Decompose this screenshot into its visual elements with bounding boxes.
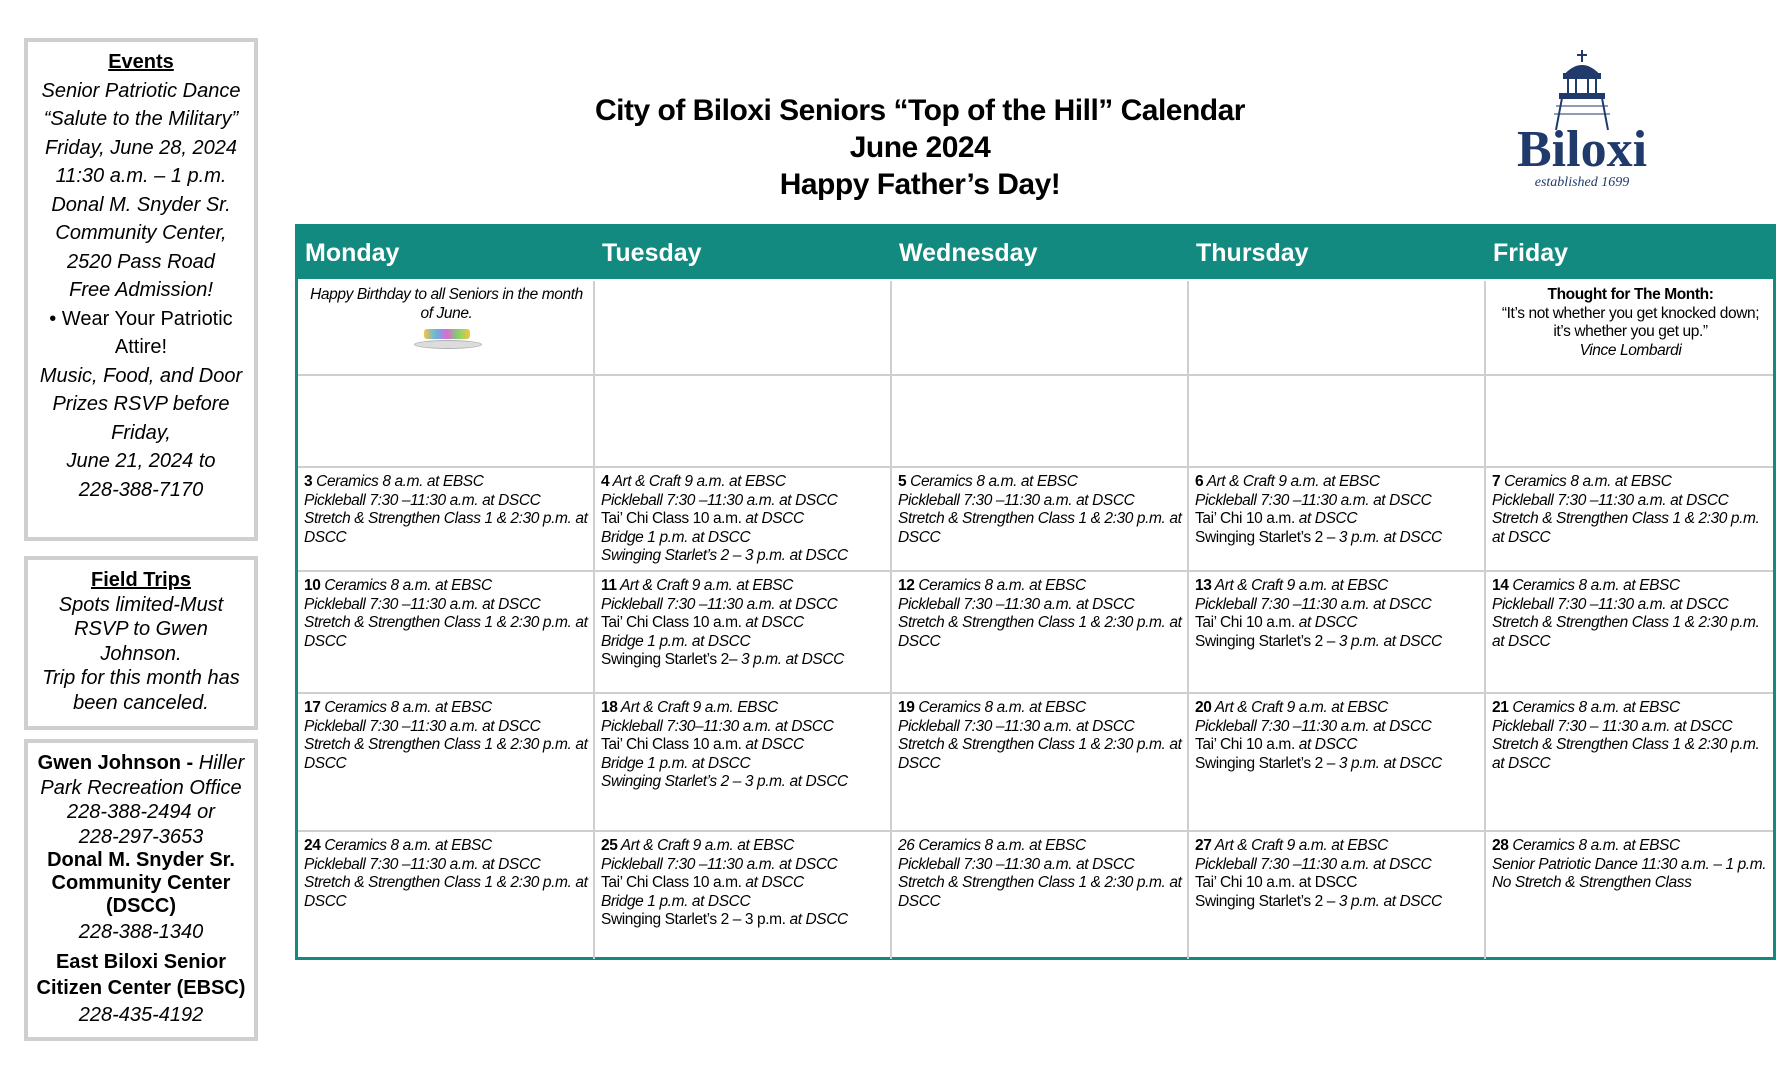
day-cell: [892, 694, 1189, 830]
day-number: 17: [304, 699, 321, 716]
events-line: • Wear Your Patriotic Attire!: [49, 307, 233, 358]
contact-gwen: [32, 751, 250, 800]
day-header-monday: Monday: [305, 239, 400, 267]
day-cell: [298, 468, 595, 570]
birthday-cell: [298, 281, 595, 374]
day-cell: [1486, 694, 1773, 830]
day-number: 24: [304, 837, 321, 854]
calendar-header: [298, 227, 1773, 279]
day-number: 27: [1195, 837, 1212, 854]
logo-tagline: established 1699: [1534, 175, 1630, 190]
activity: Ceramics 8 a.m. at EBSC: [918, 837, 1086, 854]
day-header-wednesday: Wednesday: [899, 239, 1038, 267]
activity: Stretch & Strengthen Class 1 & 2:30 p.m. at DSCC: [898, 510, 1182, 546]
events-line: 228-388-7170: [78, 478, 204, 501]
field-trips-line: Trip for this month has been canceled.: [42, 667, 240, 714]
title-line: June 2024: [849, 131, 991, 164]
activity: Pickleball 7:30 –11:30 a.m. at DSCC: [304, 491, 541, 509]
activity: Pickleball 7:30–11:30 a.m. at DSCC: [601, 717, 834, 735]
activity: Tai’ Chi Class 10 a.m.: [601, 736, 746, 753]
day-cell: [595, 694, 892, 830]
day-cell: [1189, 572, 1486, 692]
activity: at DSCC: [745, 874, 804, 891]
activity: Pickleball 7:30 –11:30 a.m. at DSCC: [1195, 855, 1432, 873]
logo-name: Biloxi: [1516, 121, 1648, 178]
calendar-row: [298, 374, 1773, 466]
day-number: 28: [1492, 837, 1509, 854]
activity: Pickleball 7:30 – 11:30 a.m. at DSCC: [1492, 717, 1733, 735]
day-number: 14: [1492, 577, 1509, 594]
contact-gwen-name: Gwen Johnson -: [37, 752, 199, 774]
activity: Tai’ Chi Class 10 a.m.: [601, 510, 746, 527]
day-number: 12: [898, 577, 915, 594]
activity: Stretch & Strengthen Class 1 & 2:30 p.m. at DSCC: [304, 736, 588, 772]
activity: at DSCC: [789, 773, 848, 790]
activity: Swinging Starlet’s 2 – 3 p.m.: [601, 547, 790, 564]
activity: Pickleball 7:30 –11:30 a.m. at DSCC: [898, 717, 1135, 735]
activity: Stretch & Strengthen Class 1 & 2:30 p.m. at DSCC: [1492, 614, 1760, 650]
activity: Ceramics 8 a.m. at EBSC: [918, 577, 1086, 594]
day-cell: [1486, 832, 1773, 959]
calendar-row: [298, 830, 1773, 959]
birthday-text: Happy Birthday to all Seniors in the month of June.: [310, 286, 583, 322]
day-number: 3: [304, 473, 313, 490]
activity: Swinging Starlet’s 2 –: [1195, 892, 1339, 910]
activity: Pickleball 7:30 –11:30 a.m. at DSCC: [1195, 717, 1432, 735]
field-trips-box: [24, 556, 258, 730]
events-line: Donal M. Snyder Sr. Community Center,: [51, 193, 231, 244]
cake-icon: [414, 327, 480, 349]
day-number: 5: [898, 473, 907, 490]
activity: Ceramics 8 a.m. at EBSC: [316, 473, 484, 490]
day-header-tuesday: Tuesday: [602, 239, 702, 267]
activity: Stretch & Strengthen Class 1 & 2:30 p.m. at DSCC: [304, 614, 588, 650]
day-cell: [298, 572, 595, 692]
events-line: Friday, June 28, 2024: [45, 136, 237, 159]
activity: Stretch & Strengthen Class 1 & 2:30 p.m. at DSCC: [304, 874, 588, 910]
calendar-cell: [892, 376, 1189, 466]
activity: Art & Craft 9 a.m. at EBSC: [619, 577, 794, 594]
activity: Swinging Starlet’s 2 – 3 p.m.: [601, 911, 790, 928]
calendar-row: [298, 692, 1773, 830]
calendar-cell: [1189, 281, 1486, 374]
day-cell: [892, 468, 1189, 570]
activity: 3 p.m. at DSCC: [1338, 528, 1442, 546]
field-trips-heading: Field Trips: [90, 569, 192, 591]
calendar-grid: [295, 224, 1776, 960]
contacts-box: [24, 739, 258, 1041]
events-line: Free Admission!: [69, 279, 213, 301]
activity: 3 p.m. at DSCC: [1338, 632, 1442, 650]
activity: Art & Craft 9 a.m. at EBSC: [1214, 699, 1388, 716]
calendar-row: [298, 466, 1773, 570]
thought-cell: [1486, 281, 1773, 374]
activity: Senior Patriotic Dance 11:30 a.m. – 1 p.m.: [1492, 855, 1767, 873]
activity: Swinging Starlet’s 2 –: [1195, 754, 1339, 772]
events-line: “Salute to the Military”: [43, 108, 239, 130]
events-heading: Events: [108, 51, 174, 73]
lighthouse-icon: [1490, 42, 1670, 202]
activity: Art & Craft 9 a.m. at EBSC: [620, 837, 794, 854]
contact-gwen-phone: 228-388-2494 or: [67, 801, 215, 823]
activity: Pickleball 7:30 –11:30 a.m. at DSCC: [1195, 595, 1432, 613]
day-cell: [595, 832, 892, 959]
activity: Art & Craft 9 a.m. at EBSC: [612, 473, 786, 490]
activity: Ceramics 8 a.m. at EBSC: [324, 837, 492, 854]
activity: Pickleball 7:30 –11:30 a.m. at DSCC: [304, 595, 541, 613]
day-cell: [1189, 832, 1486, 959]
activity: Swinging Starlet’s 2 –: [1195, 632, 1339, 650]
events-line: June 21, 2024 to: [66, 450, 216, 472]
day-number: 18: [601, 699, 618, 716]
activity: 3 p.m. at DSCC: [1338, 754, 1442, 772]
activity: Bridge 1 p.m. at DSCC: [601, 528, 751, 546]
day-cell: [1189, 468, 1486, 570]
activity: Stretch & Strengthen Class 1 & 2:30 p.m. at DSCC: [1492, 736, 1760, 772]
activity: Stretch & Strengthen Class 1 & 2:30 p.m. at DSCC: [304, 510, 588, 546]
activity: Pickleball 7:30 –11:30 a.m. at DSCC: [601, 595, 838, 613]
biloxi-logo: [1490, 42, 1670, 202]
activity: Ceramics 8 a.m. at EBSC: [1504, 473, 1672, 490]
calendar-cell: [892, 281, 1189, 374]
thought-quote: “It’s not whether you get knocked down; it’s whether you get up.”: [1501, 304, 1760, 340]
day-cell: [892, 832, 1189, 959]
activity: Pickleball 7:30 –11:30 a.m. at DSCC: [898, 491, 1135, 509]
calendar-cell: [1486, 376, 1773, 466]
day-number: 21: [1492, 699, 1509, 716]
day-number: 13: [1195, 577, 1212, 594]
activity: Ceramics 8 a.m. at EBSC: [324, 577, 492, 594]
calendar-cell: [298, 376, 595, 466]
day-header-friday: Friday: [1493, 239, 1569, 267]
activity: Art & Craft 9 a.m. at EBSC: [1214, 577, 1388, 594]
page-title: [540, 92, 1300, 203]
activity: Stretch & Strengthen Class 1 & 2:30 p.m. at DSCC: [898, 614, 1182, 650]
activity: Pickleball 7:30 –11:30 a.m. at DSCC: [304, 855, 541, 873]
activity: Bridge 1 p.m. at DSCC: [601, 892, 751, 910]
day-number: 19: [898, 699, 915, 716]
activity: Pickleball 7:30 –11:30 a.m. at DSCC: [898, 595, 1135, 613]
contact-dscc-name: Donal M. Snyder Sr. Community Center (DSCC): [47, 849, 235, 917]
calendar-cell: [595, 376, 892, 466]
contact-gwen-office: Hiller Park Recreation Office: [40, 752, 245, 799]
thought-author: Vince Lombardi: [1579, 341, 1682, 359]
activity: Ceramics 8 a.m. at EBSC: [324, 699, 492, 716]
day-cell: [595, 468, 892, 570]
activity: Pickleball 7:30 –11:30 a.m. at DSCC: [1195, 491, 1432, 509]
day-number: 7: [1492, 473, 1501, 490]
activity: Stretch & Strengthen Class 1 & 2:30 p.m. at DSCC: [898, 736, 1182, 772]
activity: Tai’ Chi Class 10 a.m.: [601, 614, 746, 631]
activity: 3 p.m. at DSCC: [740, 651, 844, 668]
day-number: 26: [898, 837, 915, 854]
activity: Ceramics 8 a.m. at EBSC: [910, 473, 1078, 490]
activity: Tai’ Chi 10 a.m.: [1195, 510, 1299, 527]
day-cell: [298, 694, 595, 830]
activity: at DSCC: [1298, 614, 1358, 631]
field-trips-line: Spots limited-Must RSVP to Gwen Johnson.: [58, 593, 224, 665]
activity: Bridge 1 p.m. at DSCC: [601, 754, 751, 772]
contact-gwen-phone: 228-297-3653: [78, 825, 204, 848]
day-number: 10: [304, 577, 321, 594]
activity: Bridge 1 p.m. at DSCC: [601, 632, 751, 650]
day-cell: [595, 572, 892, 692]
activity: Art & Craft 9 a.m. at EBSC: [1206, 473, 1380, 490]
activity: Art & Craft 9 a.m. EBSC: [620, 699, 778, 716]
activity: at DSCC: [1298, 736, 1358, 753]
activity: No Stretch & Strengthen Class: [1492, 874, 1692, 891]
calendar-row: [298, 281, 1773, 374]
activity: 3 p.m. at DSCC: [1338, 892, 1442, 910]
activity: Ceramics 8 a.m. at EBSC: [1512, 699, 1680, 716]
calendar-cell: [1189, 376, 1486, 466]
events-line: Music, Food, and Door Prizes RSVP before Friday,: [39, 364, 243, 444]
day-cell: [892, 572, 1189, 692]
activity: Tai’ Chi Class 10 a.m.: [601, 874, 746, 891]
activity: Ceramics 8 a.m. at EBSC: [1512, 577, 1680, 594]
contact-dscc-phone: 228-388-1340: [78, 921, 204, 943]
day-cell: [298, 832, 595, 959]
title-line: City of Biloxi Seniors “Top of the Hill” Calendar: [594, 94, 1245, 127]
day-cell: [1189, 694, 1486, 830]
events-line: 11:30 a.m. – 1 p.m.: [55, 165, 227, 187]
day-cell: [1486, 468, 1773, 570]
activity: Tai’ Chi 10 a.m. at DSCC: [1195, 874, 1358, 891]
activity: Swinging Starlet’s 2–: [601, 651, 741, 668]
activity: Pickleball 7:30 –11:30 a.m. at DSCC: [898, 855, 1135, 873]
activity: at DSCC: [745, 614, 804, 631]
activity: Tai’ Chi 10 a.m.: [1195, 614, 1299, 631]
day-header-thursday: Thursday: [1196, 239, 1309, 267]
activity: at DSCC: [1298, 510, 1358, 527]
calendar-cell: [595, 281, 892, 374]
activity: Stretch & Strengthen Class 1 & 2:30 p.m. at DSCC: [1492, 510, 1760, 546]
title-line: Happy Father’s Day!: [779, 168, 1061, 201]
activity: Pickleball 7:30 –11:30 a.m. at DSCC: [1492, 595, 1729, 613]
thought-label: Thought for The Month:: [1547, 286, 1714, 303]
contact-ebsc-name: East Biloxi Senior Citizen Center (EBSC): [36, 950, 246, 999]
activity: at DSCC: [789, 911, 848, 928]
contact-ebsc-phone: 228-435-4192: [78, 1003, 204, 1026]
activity: Tai’ Chi 10 a.m.: [1195, 736, 1299, 753]
activity: Swinging Starlet’s 2 –: [1195, 528, 1339, 546]
calendar-row: [298, 570, 1773, 692]
activity: Art & Craft 9 a.m. at EBSC: [1214, 837, 1388, 854]
activity: Stretch & Strengthen Class 1 & 2:30 p.m. at DSCC: [898, 874, 1182, 910]
activity: at DSCC: [789, 547, 848, 564]
day-number: 6: [1195, 473, 1204, 490]
activity: Ceramics 8 a.m. at EBSC: [1512, 837, 1680, 854]
events-line: Senior Patriotic Dance: [41, 79, 241, 102]
activity: Pickleball 7:30 –11:30 a.m. at DSCC: [601, 491, 838, 509]
day-number: 20: [1195, 699, 1212, 716]
activity: Pickleball 7:30 –11:30 a.m. at DSCC: [601, 855, 838, 873]
activity: at DSCC: [745, 510, 804, 527]
activity: Pickleball 7:30 –11:30 a.m. at DSCC: [1492, 491, 1729, 509]
day-cell: [1486, 572, 1773, 692]
day-number: 25: [601, 837, 618, 854]
events-line: 2520 Pass Road: [67, 250, 215, 273]
activity: at DSCC: [745, 736, 804, 753]
day-number: 11: [601, 577, 617, 594]
events-box: [24, 38, 258, 541]
activity: Ceramics 8 a.m. at EBSC: [918, 699, 1086, 716]
activity: Pickleball 7:30 –11:30 a.m. at DSCC: [304, 717, 541, 735]
day-number: 4: [601, 473, 610, 490]
activity: Swinging Starlet’s 2 – 3 p.m.: [601, 773, 790, 790]
